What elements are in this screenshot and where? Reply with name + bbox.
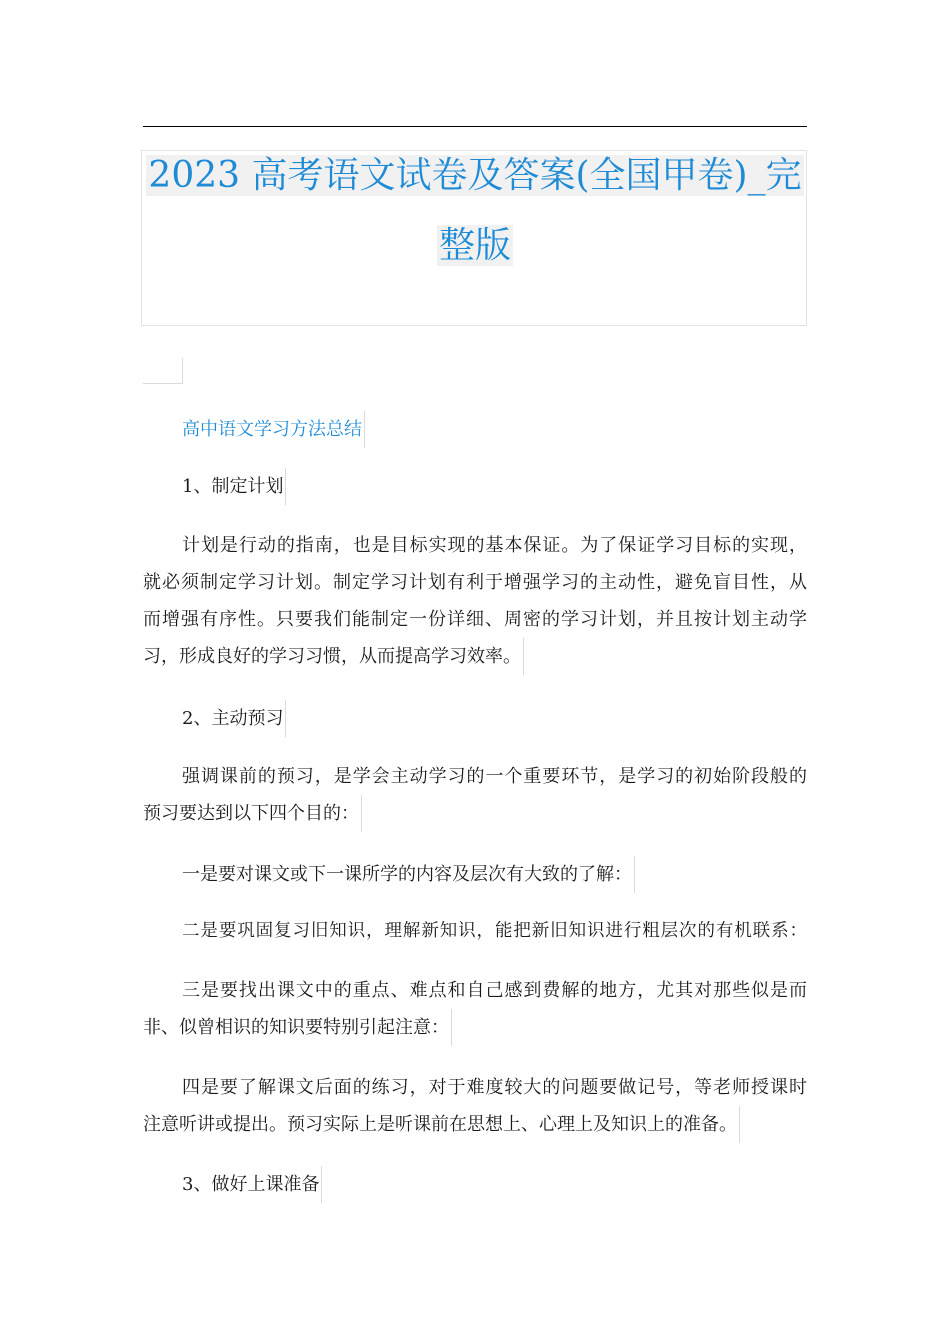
top-rule bbox=[143, 126, 807, 127]
paragraph-preview: 强调课前的预习，是学会主动学习的一个重要环节，是学习的初始阶段般的 预习要达到以下四个目的： bbox=[143, 758, 807, 832]
heading-1: 1、制定计划 bbox=[143, 468, 807, 505]
empty-placeholder-box bbox=[143, 358, 183, 384]
paragraph-goal-3: 三是要找出课文中的重点、难点和自己感到费解的地方，尤其对那些似是而 非、似曾相识的知识要特别引起注意： bbox=[143, 972, 807, 1046]
paragraph-goal-4: 四是要了解课文后面的练习，对于难度较大的问题要做记号，等老师授课时 注意听讲或提出。预习实际上是听课前在思想上、心理上及知识上的准备。 bbox=[143, 1069, 807, 1143]
document-title-line-2: 整版 bbox=[438, 225, 511, 266]
document-title-line-1: 2023 高考语文试卷及答案(全国甲卷)_完 bbox=[148, 155, 802, 196]
paragraph-goal-1: 一是要对课文或下一课所学的内容及层次有大致的了解： bbox=[143, 856, 807, 893]
heading-3: 3、做好上课准备 bbox=[143, 1166, 807, 1203]
paragraph-goal-2: 二是要巩固复习旧知识，理解新知识，能把新旧知识进行粗层次的有机联系： bbox=[182, 921, 807, 941]
paragraph-plan: 计划是行动的指南，也是目标实现的基本保证。为了保证学习目标的实现， 就必须制定学习计划。制定学习计划有利于增强学习的主动性，避免盲目性，从 而增强有序性。只要我们能制定一份详细、周密的学习计划，并且按计划主动学 习，形成良好的学习习惯，从而提高学习效率。 bbox=[143, 527, 807, 675]
heading-2: 2、主动预习 bbox=[143, 700, 807, 737]
section-heading: 高中语文学习方法总结 bbox=[143, 411, 807, 448]
